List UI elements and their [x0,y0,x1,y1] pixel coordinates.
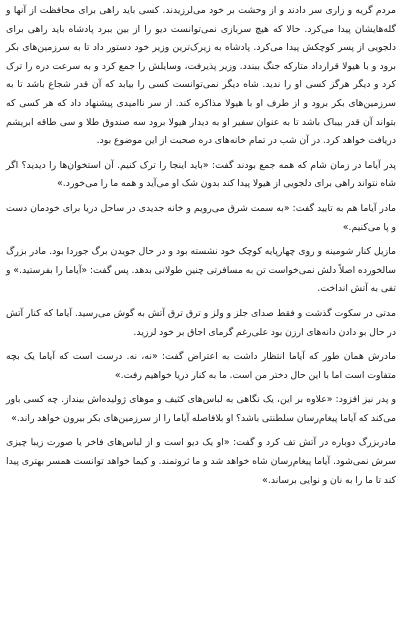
paragraph-mother-agrees: مادر آیاما هم به تایید گفت: «به سمت شرق می‌رویم و خانه جدیدی در ساحل دریا برای خودمان دست و پا می‌کنیم.» [6,202,396,233]
paragraph-grandmother-spits: مادربزرگ دوباره در آتش تف کرد و گفت: «او یک دیو است و از لباس‌های فاخر یا صورت زیبا چیزی سرش نمی‌شود. آیاما پیغام‌رسان شاه خواهد شد و ما ثروتمند. و کیما خواهد توانست همسر بهتری پیدا کند تا ما را به نان و نوایی برساند.» [6,437,396,486]
paragraph-people-mourning: مردم گریه و زاری سر دادند و از وحشت بر خود می‌لرزیدند. کسی باید راهی برای محافظت از آنها و گله‌هایشان پیدا می‌کرد. حالا که هیچ سربازی نمی‌توانست دیو را از بین ببرد پادشاه باید راهی برای دلجویی از پسر کوچکش پیدا می‌کرد. پادشاه به زیرک‌ترین وزیر خود دستور داد تا به سرزمین‌های بکر برود و با هیولا قرارداد متارکه جنگ ببندد. وزیر پذیرفت، وسایلش را جمع کرد و به سرعت دره را ترک کرد و دیگر هرگز کسی او را ندید. شاه دیگر نمی‌توانست کسی را بیابد که آن قدر شجاع باشد تا به سرزمین‌های بکر برود و از طرف او با هیولا مذاکره کند. از سر ناامیدی پیشنهاد داد که هر کسی که بتواند آن قدر بیباک باشد تا به عنوان سفیر او به دیدار هیولا برود سه صندوق طلا و سی طاقه ابریشم دریافت خواهد کرد. در آن شب در تمام خانه‌های دره صحبت از این موضوع بود. [6,5,396,147]
paragraph-father-dinner: پدر آیاما در زمان شام که همه جمع بودند گفت: «باید اینجا را ترک کنیم. آن استخوان‌ها را دیدید؟ اگر شاه نتواند راهی برای دلجویی از هیولا پیدا کند بدون شک او می‌آید و همه ما را می‌خورد.» [6,159,396,190]
paragraph-father-adds: و پدر نیز افزود: «علاوه بر این، یک نگاهی به لباس‌های کثیف و موهای ژولیده‌اش بینداز. چه کسی باور می‌کند که آیاما پیغام‌رسان سلطنتی باشد؟ او بلافاصله آیاما را از سرزمین‌های بکر بیرون خواهد راند.» [6,394,396,424]
paragraph-silence: مدتی در سکوت گذشت و فقط صدای جلز و ولز و ترق ترق آتش به گوش می‌رسید. آیاما که کنار آتش در حال بو دادن دانه‌های ارزن بود علی‌رغم گرمای اجاق بر خود لرزید. [6,307,396,338]
story-text [6,2,396,490]
paragraph-mazil-fireside: ما‌زیل کنار شومینه و روی چهارپایه کوچک خود نشسته بود و در حال جویدن برگ جوردا بود. مادر بزرگ سالخورده اصلاً دلش نمی‌خواست تن به مسافرتی چنین طولانی بدهد. پس گفت: «آیاما را بفرستید.» و تفی به آتش انداخت. [6,246,396,295]
paragraph-mother-objects: مادرش همان طور که آیاما انتظار داشت به اعتراض گفت: «نه، نه. درست است که آیاما یک بچه متفاوت است اما با این حال دختر من است. ما به کنار دریا خواهیم رفت.» [6,351,396,381]
